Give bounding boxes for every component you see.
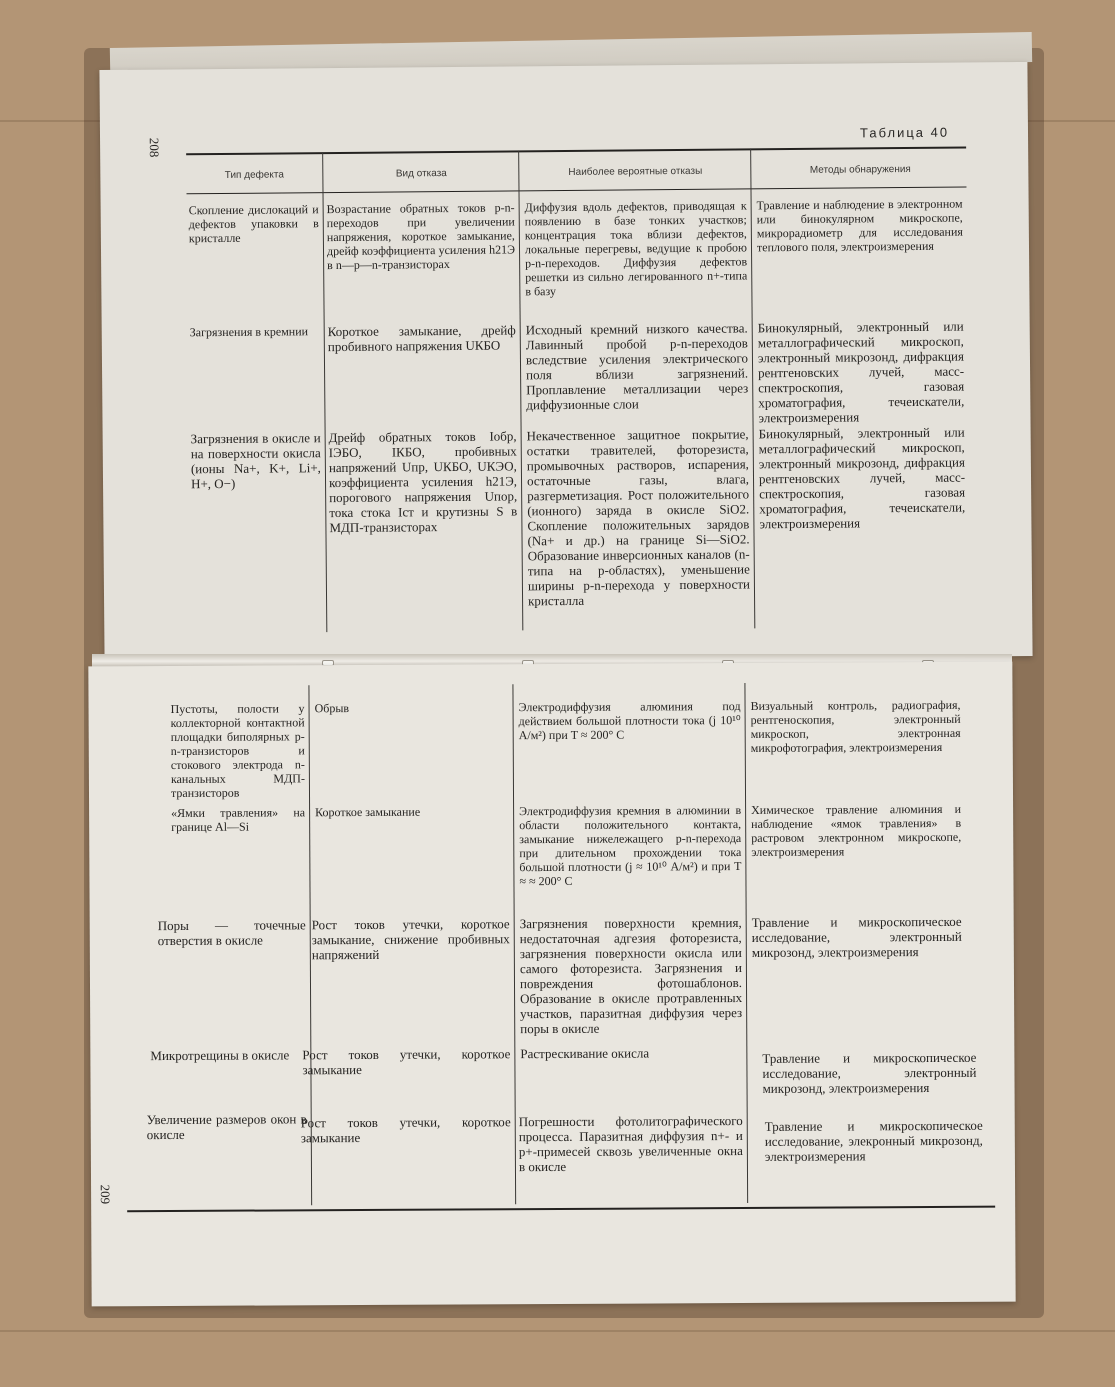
table-cell-failure: Рост токов утечки, короткое замыкание (300, 1114, 511, 1146)
table-cell-defect: Поры — точечные отверстия в окисле (157, 917, 306, 949)
column-divider (518, 150, 523, 630)
table-cell-causes: Электродиффузия алюминия под действием большой плотности тока (j 10¹⁰ А/м²) при T ≈ 200° С (518, 699, 741, 743)
table-cell-failure: Дрейф обратных токов Iобр, IЭБО, IКБО, пробивных напряжений Uпр, UКБО, UКЭО, коэффициента усиления h21Э, порогового напряжения Uпор, тока стока Iст и крутизны S в МДП-транзисторах (328, 428, 518, 536)
table-cell-causes: Загрязнения поверхности кремния, недостаточная адгезия фоторезиста, загрязнения поверхности окисла или самого фоторезиста. Загрязнения и повреждения фотошаблонов. Образование в окисле протравленных участков, паразитная диффузия через поры в окисле (519, 915, 743, 1037)
table-cell-causes: Диффузия вдоль дефектов, приводящая к появлению в базе тонких участков; концентрация тока вблизи дефектов, локальные перегревы, ведущие к пробою p-n-переходов. Диффузия дефектов решетки из сильно легированного n+-типа в базу (524, 198, 748, 299)
table-cell-causes: Некачественное защитное покрытие, остатки травителей, фоторезиста, промывочных растворов, испарения, остаточные газы, влага, разгерметизация. Рост положительного (ионного) заряда в окисле SiO2. Скопление положительных зарядов (Na+ и др.) на границе Si—SiO2. Образование инверсионных каналов (n-типа на p-областях), уменьшение ширины p-n-перехода у поверхности кристалла (526, 426, 751, 609)
table-cell-causes: Электродиффузия кремния в алюминии в области положительного контакта, замыкание нижележащего p-n-перехода при длительном прохождении тока большой плотности (j ≈ 10¹⁰ А/м²) и при T ≈ ≈ 200° С (519, 803, 742, 889)
table-cell-detection: Бинокулярный, электронный или металлографический микроскоп, электронный микрозонд, дифракция рентгеновских лучей, масс-спектроскопия, газовая хроматография, течеискатели, электроизмерения (758, 424, 966, 532)
column-divider (744, 683, 748, 1203)
table-cell-defect: Увеличение размеров окон в окисле (146, 1111, 307, 1143)
column-divider (750, 148, 755, 628)
cardboard-crease (0, 1330, 1115, 1332)
table-cell-failure: Рост токов утечки, короткое замыкание, снижение пробивных напряжений (311, 916, 510, 963)
header-probable-failures: Наиболее вероятные отказы (568, 165, 703, 178)
table-cell-defect: Загрязнения в кремнии (189, 324, 309, 340)
table-cell-failure: Рост токов утечки, короткое замыкание (302, 1046, 511, 1078)
page-number-209: 209 (97, 1184, 113, 1205)
right-page (88, 662, 1015, 1307)
table-cell-detection: Травление и микроскопическое исследование, электронный микрозонд, электроизмерения (751, 913, 962, 960)
table-cell-causes: Погрешности фотолитографического процесса. Паразитная диффузия n+- и p+-примесей сквозь увеличенные окна в окисле (518, 1113, 743, 1175)
table-cell-detection: Визуальный контроль, радиография, рентгеноскопия, электронный микроскоп, электронная микрофотография, электроизмерения (750, 697, 961, 755)
table-cell-defect: Пустоты, полости у коллекторной контактной площадки биполярных p-n-транзисторов и стокового электрода n-канальных МДП-транзисторов (170, 701, 305, 800)
table-bottom-rule (127, 1206, 995, 1213)
header-failure-type: Вид отказа (395, 168, 447, 180)
table-cell-defect: «Ямки травления» на границе Al—Si (171, 805, 306, 834)
table-cell-failure: Короткое замыкание (315, 804, 421, 820)
table-cell-defect: Скопление дислокаций и дефектов упаковки в кристалле (188, 202, 319, 246)
table-cell-detection: Травление и микроскопическое исследование, электронный микрозонд, электроизмерения (762, 1049, 977, 1096)
page-number-208: 208 (146, 137, 162, 158)
table-cell-failure: Обрыв (314, 701, 350, 716)
table-cell-defect: Загрязнения в окисле и на поверхности окисла (ионы Na+, K+, Li+, H+, O−) (190, 430, 321, 492)
header-detection-methods: Методы обнаружения (809, 163, 911, 176)
table-cell-causes: Исходный кремний низкого качества. Лавинный пробой p-n-переходов вследствие усиления электрического поля вблизи загрязнений. Проплавление металлизации через диффузионные слои (525, 320, 749, 413)
table-cell-defect: Микротрещины в окисле (150, 1047, 290, 1064)
table-cell-detection: Травление и микроскопическое исследование, элекронный микрозонд, электроизмерения (764, 1117, 983, 1164)
table-cell-failure: Короткое замыкание, дрейф пробивного напряжения UКБО (327, 322, 516, 355)
table-caption: Таблица 40 (859, 124, 950, 141)
table-cell-detection: Травление и наблюдение в электронном или бинокулярном микроскопе, микрорадиометр для исследования теплового поля, электроизмерения (756, 196, 963, 255)
table-cell-causes: Растрескивание окисла (520, 1045, 650, 1062)
table-cell-failure: Возрастание обратных токов p-n-переходов при увеличении напряжения, короткое замыкание, дрейф коэффициента усиления h21Э в n—p—n-транзисторах (326, 200, 516, 273)
left-page (99, 62, 1032, 664)
table-cell-detection: Химическое травление алюминия и наблюдение «ямок травления» в растровом электронном микроскопе, электроизмерения (751, 801, 962, 859)
header-defect-type: Тип дефекта (224, 169, 284, 181)
column-divider (512, 684, 516, 1204)
table-top-rule (186, 147, 966, 156)
header-rule (187, 186, 967, 194)
table-cell-detection: Бинокулярный, электронный или металлографический микроскоп, электронный микрозонд, дифракция рентгеновских лучей, масс-спектроскопия, газовая хроматография, течеискатели, электроизмерения (757, 318, 965, 426)
